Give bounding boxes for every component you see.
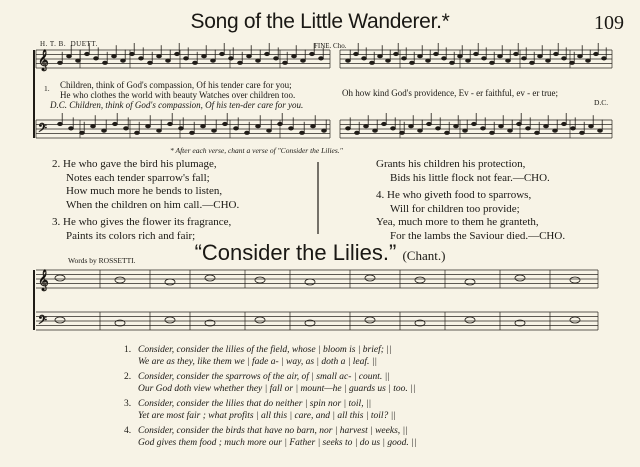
duett-label: DUETT. (70, 40, 98, 48)
note-head (535, 131, 540, 134)
note-head (554, 52, 559, 55)
verses-right (376, 158, 626, 243)
note-head (562, 122, 567, 125)
note-head (386, 59, 391, 62)
verse-4 (376, 189, 626, 243)
note-head (553, 129, 558, 132)
verses-left (52, 158, 314, 243)
note-head (319, 57, 324, 60)
verse-line: Will for children too provide; (390, 202, 520, 215)
dc-label: D.C. (594, 98, 609, 107)
note-head (472, 122, 477, 125)
note-head (58, 61, 63, 64)
chant-line: We are as they, like them we | fade a- | way, as | doth a | leaf. || (138, 357, 377, 367)
note-head (517, 122, 522, 125)
whole-note (165, 317, 175, 323)
note-head (490, 61, 495, 64)
note-head (499, 125, 504, 128)
note-head (454, 125, 459, 128)
note-head (571, 127, 576, 130)
note-head (538, 55, 543, 58)
note-head (382, 122, 387, 125)
note-head (202, 55, 207, 58)
lyric-line-a: Children, think of God's compassion, Of his tender care for you; (60, 80, 292, 90)
note-head (354, 52, 359, 55)
note-head (238, 61, 243, 64)
chant-num: 4. (124, 426, 132, 436)
footnote: * After each verse, chant a verse of "Consider the Lilies." (170, 146, 343, 155)
whole-note (55, 317, 65, 323)
words-credit: Words by ROSSETTI. (68, 256, 136, 265)
note-head (426, 59, 431, 62)
note-head (508, 129, 513, 132)
note-head (69, 127, 74, 130)
note-head (490, 131, 495, 134)
note-head (67, 55, 72, 58)
whole-note (255, 317, 265, 323)
verse-line: He who gave the bird his plumage, (63, 158, 217, 170)
note-head (410, 61, 415, 64)
bass-clef: 𝄢 (38, 122, 48, 138)
lyric-line-b: He who clothes the world with beauty Watches over children too. (60, 90, 296, 100)
note-head (289, 127, 294, 130)
whole-note (570, 277, 580, 283)
note-head (292, 55, 297, 58)
note-head (223, 122, 228, 125)
note-head (212, 129, 217, 132)
verse-line: He who gives the flower its fragrance, (63, 216, 232, 228)
chant-verse-4 (124, 425, 416, 449)
note-head (300, 131, 305, 134)
note-head (112, 55, 117, 58)
note-head (378, 55, 383, 58)
note-head (103, 61, 108, 64)
note-head (474, 52, 479, 55)
verse-4-num: 4. (376, 189, 385, 201)
chant-num: 2. (124, 372, 132, 382)
note-head (256, 125, 261, 128)
note-head (85, 52, 90, 55)
whole-note (465, 279, 475, 285)
verse-3-num: 3. (52, 216, 61, 228)
note-head (482, 57, 487, 60)
whole-note (55, 275, 65, 281)
title-asterisk: * (441, 10, 450, 33)
note-head (91, 125, 96, 128)
note-head (247, 55, 252, 58)
verse-line: Bids his little flock not fear.—CHO. (390, 171, 550, 184)
note-head (546, 59, 551, 62)
note-head (562, 57, 567, 60)
note-head (166, 59, 171, 62)
note-head (514, 52, 519, 55)
chant-line: Consider, consider the birds that have no barn, nor | harvest | weeks, || (138, 426, 408, 436)
note-head (184, 57, 189, 60)
note-head (463, 129, 468, 132)
verse-line: He who giveth food to sparrows, (387, 189, 532, 201)
note-head (544, 125, 549, 128)
chant-line: Consider, consider the lilies of the field, whose | bloom is | brief; || (138, 345, 392, 355)
note-head (135, 131, 140, 134)
note-head (190, 131, 195, 134)
verse-3-cont (376, 158, 626, 185)
note-head (76, 59, 81, 62)
note-head (211, 59, 216, 62)
verse-line: When the children on him call.—CHO. (66, 198, 240, 211)
note-head (427, 122, 432, 125)
note-head (58, 122, 63, 125)
whole-note (365, 317, 375, 323)
bass-clef: 𝄢 (38, 314, 48, 330)
note-head (458, 55, 463, 58)
note-head (394, 52, 399, 55)
whole-note (205, 275, 215, 281)
note-head (355, 131, 360, 134)
whole-note (570, 317, 580, 323)
note-head (522, 57, 527, 60)
whole-note (165, 279, 175, 285)
credit-initials: H. T. B. (40, 40, 67, 48)
note-head (498, 55, 503, 58)
note-head (481, 127, 486, 130)
verse-line: How much more he bends to listen, (66, 185, 223, 197)
whole-note (515, 275, 525, 281)
chant-line: Our God doth view whether they | fall or | mount—he | guards us | too. || (138, 384, 416, 394)
verse-line: Paints its colors rich and fair; (66, 229, 196, 242)
note-head (146, 125, 151, 128)
note-head (157, 129, 162, 132)
chant-line: Yet are most fair ; what profits | all this | care, and | all this | toil? || (138, 411, 396, 421)
note-head (157, 55, 162, 58)
page-number: 109 (594, 12, 624, 34)
note-head (400, 131, 405, 134)
treble-clef: 𝄞 (38, 50, 49, 71)
chant-verse-1 (124, 344, 391, 368)
note-head (346, 59, 351, 62)
note-head (256, 59, 261, 62)
note-head (362, 57, 367, 60)
note-head (80, 131, 85, 134)
fine-cho-label: FINE. Cho. (314, 42, 347, 50)
note-head (373, 129, 378, 132)
note-head (370, 61, 375, 64)
note-head (274, 57, 279, 60)
note-head (589, 125, 594, 128)
chant-verse-2 (124, 371, 415, 395)
note-head (175, 52, 180, 55)
note-head (594, 52, 599, 55)
verse-line: Yea, much more to them he granteth, (376, 216, 539, 228)
whole-note (255, 277, 265, 283)
chant-subtitle: (Chant.) (402, 248, 446, 263)
note-head (130, 52, 135, 55)
chant-num: 3. (124, 399, 132, 409)
verse-2 (52, 158, 314, 212)
note-head (278, 122, 283, 125)
chant-line: Consider, consider the sparrows of the air, of | small ac- | count. || (138, 372, 390, 382)
note-head (193, 61, 198, 64)
note-head (466, 59, 471, 62)
note-head (301, 59, 306, 62)
whole-note (365, 275, 375, 281)
verse-line: For the lambs the Saviour died.—CHO. (390, 229, 566, 242)
note-head (450, 61, 455, 64)
note-head (436, 127, 441, 130)
note-head (234, 127, 239, 130)
verse-line: Grants his children his protection, (376, 158, 526, 170)
chant-verse-3 (124, 398, 396, 422)
chorus-lyric: Oh how kind God's providence, Ev - er faithful, ev - er true; (342, 88, 559, 98)
note-head (506, 59, 511, 62)
song-title-text: Song of the Little Wanderer. (190, 10, 442, 33)
note-head (139, 57, 144, 60)
chant-line: Consider, consider the lilies that do neither | spin nor | toil, || (138, 399, 372, 409)
note-head (283, 61, 288, 64)
whole-note (465, 317, 475, 323)
note-head (113, 122, 118, 125)
note-head (311, 125, 316, 128)
note-head (168, 122, 173, 125)
note-head (445, 131, 450, 134)
chant-line: God gives them food ; much more our | Father | seeks to | do us | good. || (138, 438, 417, 448)
verse-3 (52, 216, 314, 243)
note-head (602, 57, 607, 60)
note-head (418, 129, 423, 132)
verse-number: 1. (44, 84, 50, 93)
note-head (322, 129, 327, 132)
note-head (434, 52, 439, 55)
note-head (220, 52, 225, 55)
note-head (570, 61, 575, 64)
whole-note (115, 277, 125, 283)
note-head (418, 55, 423, 58)
verse-2-num: 2. (52, 158, 61, 170)
note-head (580, 131, 585, 134)
note-head (586, 59, 591, 62)
note-head (402, 57, 407, 60)
note-head (201, 125, 206, 128)
note-head (530, 61, 535, 64)
lyric-line-dc: D.C. Children, think of God's compassion, Of his ten-der care for you. (50, 100, 304, 110)
chant-title-text: “Consider the Lilies.” (194, 240, 397, 265)
note-head (124, 127, 129, 130)
note-head (526, 127, 531, 130)
note-head (346, 127, 351, 130)
chant-num: 1. (124, 345, 132, 355)
note-head (578, 55, 583, 58)
note-head (391, 127, 396, 130)
whole-note (305, 279, 315, 285)
whole-note (415, 277, 425, 283)
note-head (310, 52, 315, 55)
note-head (409, 125, 414, 128)
note-head (148, 61, 153, 64)
note-head (598, 129, 603, 132)
note-head (265, 52, 270, 55)
treble-clef: 𝄞 (38, 270, 49, 291)
note-head (245, 131, 250, 134)
note-head (442, 57, 447, 60)
note-head (364, 125, 369, 128)
verse-line: Notes each tender sparrow's fall; (66, 171, 210, 184)
note-head (121, 59, 126, 62)
note-head (229, 57, 234, 60)
note-head (94, 57, 99, 60)
note-head (179, 127, 184, 130)
note-head (102, 129, 107, 132)
note-head (267, 129, 272, 132)
